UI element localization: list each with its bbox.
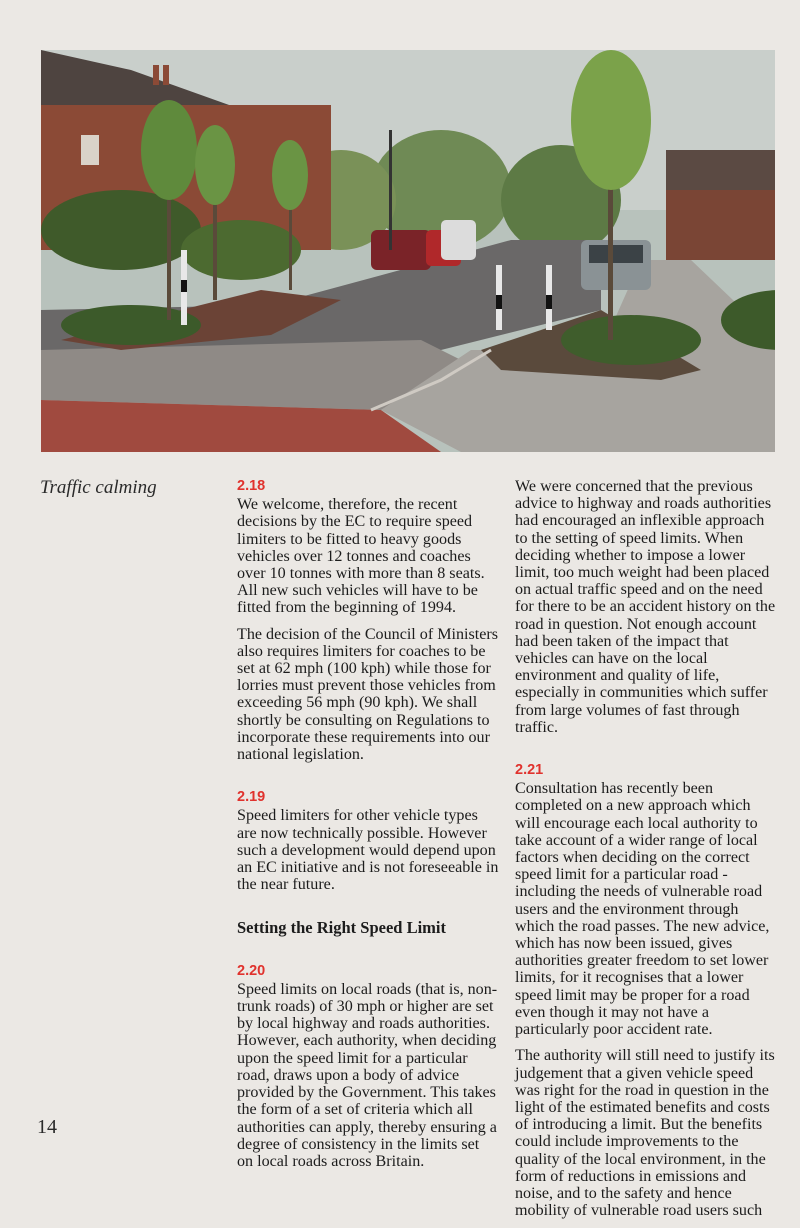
paragraph-text: Consultation has recently been completed on a new approach which will encourage each local authority to take account of a wider range of local factors when deciding on the correct speed limit for a particular road - including the needs of vulnerable road users and the environment through which the road passes. The new advice, which has now been issued, gives authorities greater freedom to set lower limits, for it recognises that a lower speed limit may be proper for a road even though it may not have a particularly poor accident rate.: [515, 780, 770, 1039]
paragraph-number: 2.19: [237, 789, 266, 806]
paragraph-text: We were concerned that the previous advice to highway and roads authorities had encouraged an inflexible approach to the setting of speed limits. When deciding whether to impose a lower limit, too much weight had been placed on actual traffic speed and on the need for there to be an accident history on the road in question. Not enough account had been taken of the impact that vehicles can have on the local environment and quality of life, especially in communities which suffer from large volumes of fast through traffic.: [515, 478, 776, 736]
paragraph-number: 2.18: [237, 478, 266, 494]
paragraph-text: Speed limiters for other vehicle types are now technically possible. However such a development would depend upon an EC initiative and is not foreseeable in the near future.: [237, 807, 499, 894]
page-number: 14: [37, 1116, 57, 1138]
paragraph-text: The decision of the Council of Ministers also requires limiters for coaches to be set at 62 mph (100 kph) while those for lorries must prevent those vehicles from exceeding 56 mph (90 kph). We shall shortly be consulting on Regulations to incorporate these requirements into our national legislation.: [237, 625, 499, 764]
subheading: Setting the Right Speed Limit: [237, 918, 447, 938]
paragraph-text: The authority will still need to justify its judgement that a given vehicle speed was right for the road in question in the light of the estimated benefits and costs of introducing a limit. But the benefits could include improvements to the quality of the local environment, in the form of reductions in emissions and noise, and to the safety and hence mobility of vulnerable road users such: [515, 1047, 775, 1220]
paragraph-number: 2.20: [237, 962, 266, 979]
paragraph-number: 2.21: [515, 762, 544, 779]
paragraph-text: Speed limits on local roads (that is, non-trunk roads) of 30 mph or higher are set by local highway and roads authorities. However, each authority, when deciding upon the speed limit for a particular road, draws upon a body of advice provided by the Government. This takes the form of a set of criteria which all authorities can apply, thereby ensuring a degree of consistency in the limits set on local roads across Britain.: [237, 980, 498, 1170]
middle-column: [237, 478, 499, 1179]
right-column: [515, 478, 777, 1228]
paragraph-text: We welcome, therefore, the recent decisions by the EC to require speed limiters to be fitted to heavy goods vehicles over 12 tonnes and coaches over 10 tonnes with more than 8 seats. All new such vehicles will have to be fitted from the beginning of 1994.: [237, 496, 485, 617]
section-label: Traffic calming: [40, 477, 157, 498]
street-photo: [41, 50, 775, 452]
traffic-calming-street-illustration: [41, 50, 775, 452]
